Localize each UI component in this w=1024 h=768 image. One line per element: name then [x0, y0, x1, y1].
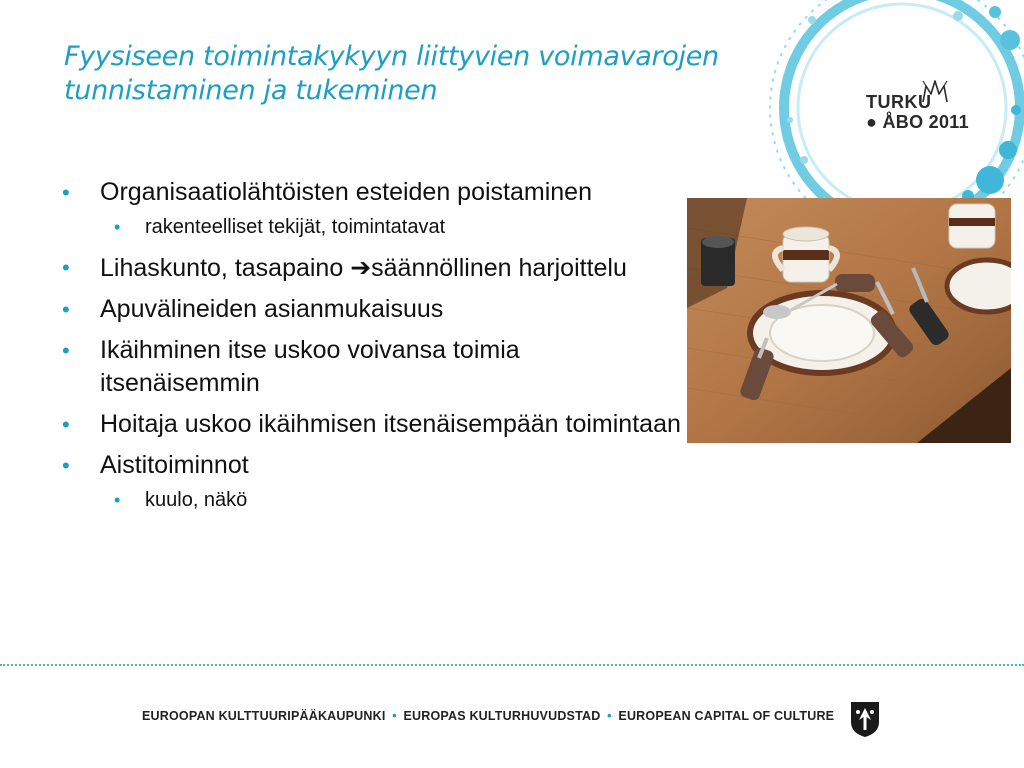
- table-setting-photo: [687, 198, 1011, 443]
- bullet-item: • Organisaatiolähtöisten esteiden poistaminen: [62, 176, 682, 209]
- bullet-item: • Ikäihminen itse uskoo voivansa toimia itsenäisemmin: [62, 334, 682, 400]
- bullet-item: • Apuvälineiden asianmukaisuus: [62, 293, 682, 326]
- footer-separator: •: [607, 709, 612, 723]
- slide-title-line-2: tunnistaminen ja tukeminen: [64, 75, 438, 106]
- logo-line-2: ● ÅBO 2011: [866, 112, 969, 132]
- logo-line-1: TURKU: [866, 92, 932, 112]
- footer-part-en: EUROPEAN CAPITAL OF CULTURE: [618, 709, 835, 723]
- bullet-list: [62, 176, 682, 524]
- footer-text: [142, 709, 834, 723]
- footer-part-sv: EUROPAS KULTURHUVUDSTAD: [403, 709, 601, 723]
- footer-separator: •: [392, 709, 397, 723]
- bullet-item: • Lihaskunto, tasapaino ➔säännöllinen harjoittelu: [62, 251, 682, 285]
- bullet-item: • Aistitoiminnot: [62, 449, 682, 482]
- sub-bullet-item: • kuulo, näkö: [62, 486, 682, 514]
- arrow-icon: ➔: [350, 253, 372, 282]
- footer-part-fi: EUROOPAN KULTTUURIPÄÄKAUPUNKI: [142, 709, 386, 723]
- sub-bullet-item: • rakenteelliset tekijät, toimintatavat: [62, 213, 682, 241]
- footer-divider: [0, 664, 1024, 666]
- crown-icon: [920, 78, 950, 104]
- bullet-item: • Hoitaja uskoo ikäihmisen itsenäisempään toimintaan: [62, 408, 682, 441]
- coat-of-arms-icon: [849, 700, 881, 738]
- slide-title-line-1: Fyysiseen toimintakykyyn liittyvien voimavarojen: [64, 41, 719, 72]
- turku-abo-2011-logo: [862, 78, 972, 138]
- slide-title: [64, 40, 794, 108]
